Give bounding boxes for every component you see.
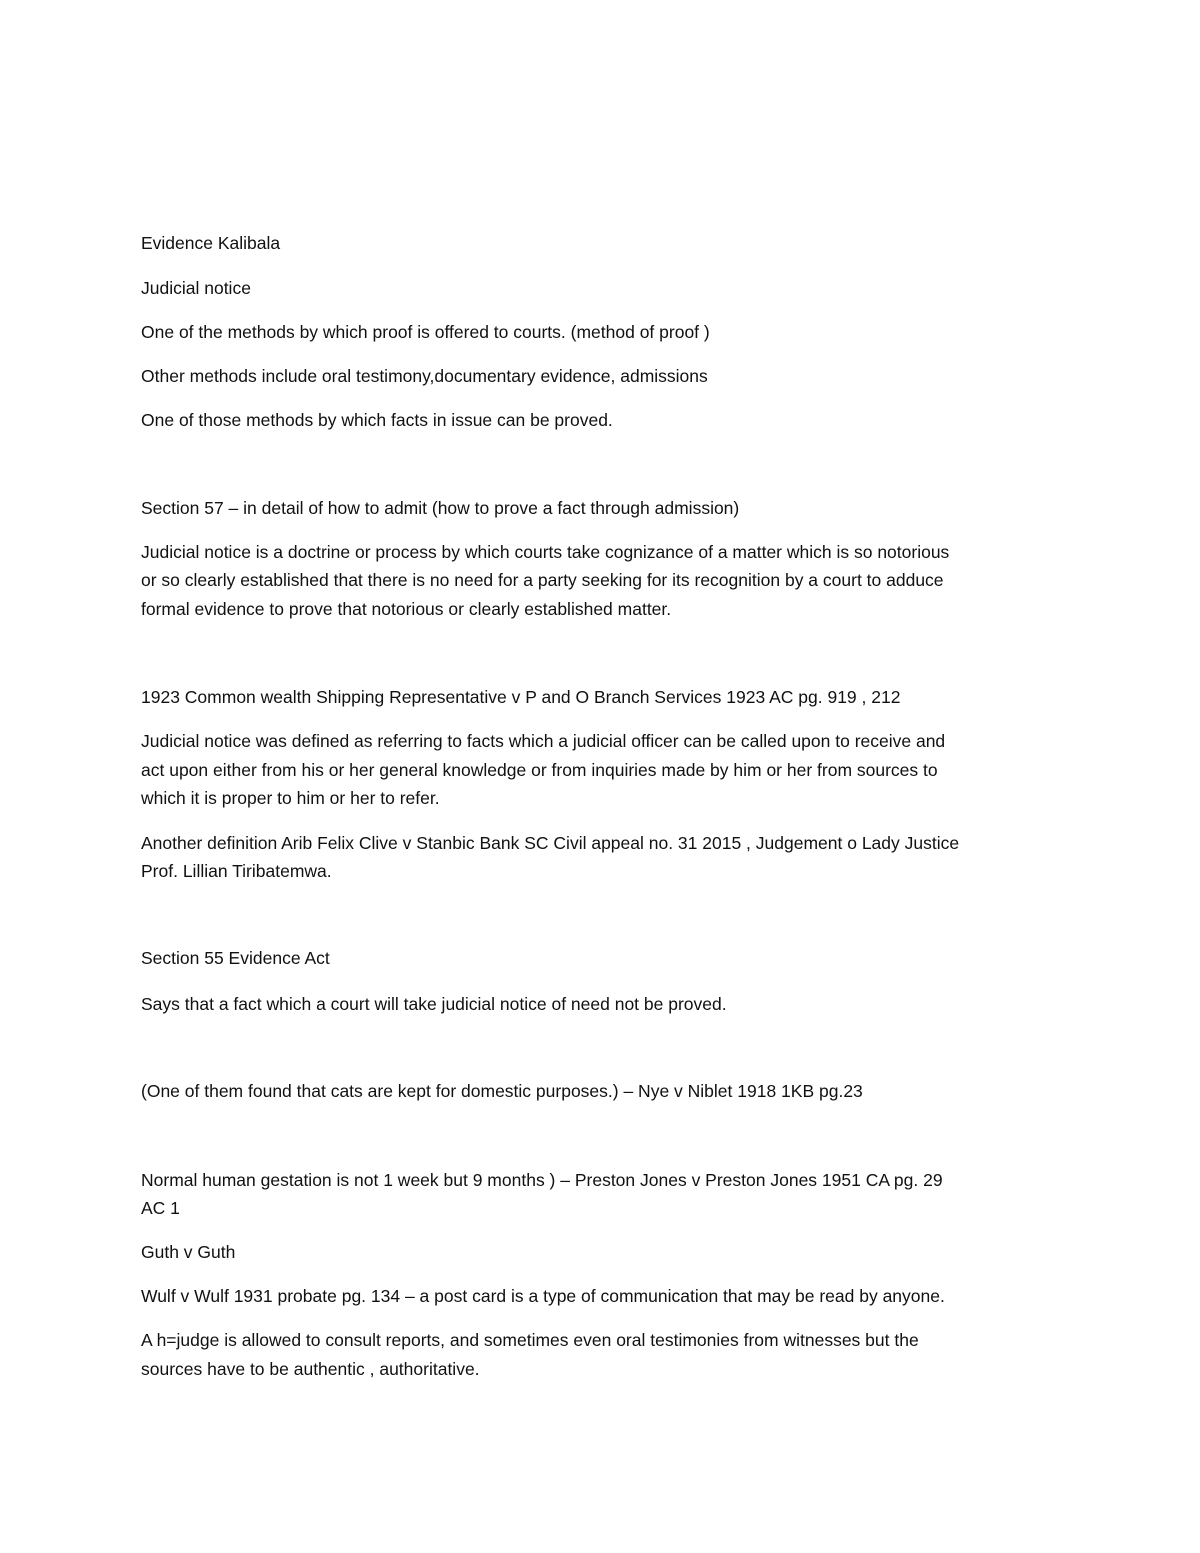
text-line: Says that a fact which a court will take judicial notice of need not be proved. xyxy=(141,994,727,1014)
text-line: Prof. Lillian Tiribatemwa. xyxy=(141,861,332,881)
case-citation: 1923 Common wealth Shipping Representative v P and O Branch Services 1923 AC pg. 919 , 212 xyxy=(141,687,901,707)
text-line: A h=judge is allowed to consult reports, and sometimes even oral testimonies from witnesses but the xyxy=(141,1330,919,1350)
document-title: Evidence Kalibala xyxy=(141,233,281,253)
text-line: Another definition Arib Felix Clive v Stanbic Bank SC Civil appeal no. 31 2015 , Judgement o Lady Justice xyxy=(141,833,960,853)
text-line: act upon either from his or her general knowledge or from inquiries made by him or her from sources to xyxy=(141,760,938,780)
text-line: One of the methods by which proof is offered to courts. (method of proof ) xyxy=(141,322,710,342)
case-citation: Guth v Guth xyxy=(141,1242,236,1262)
text-line: Judicial notice was defined as referring to facts which a judicial officer can be called upon to receive and xyxy=(141,731,946,751)
text-line: One of those methods by which facts in issue can be proved. xyxy=(141,410,613,430)
section-heading: Section 55 Evidence Act xyxy=(141,948,330,968)
topic-heading: Judicial notice xyxy=(141,278,251,298)
case-citation: (One of them found that cats are kept for domestic purposes.) – Nye v Niblet 1918 1KB pg.23 xyxy=(141,1081,863,1101)
case-citation: Wulf v Wulf 1931 probate pg. 134 – a post card is a type of communication that may be read by anyone. xyxy=(141,1286,945,1306)
text-line: Judicial notice is a doctrine or process by which courts take cognizance of a matter which is so notorious xyxy=(141,542,950,562)
section-heading: Section 57 – in detail of how to admit (how to prove a fact through admission) xyxy=(141,498,740,518)
text-line: or so clearly established that there is no need for a party seeking for its recognition by a court to adduce xyxy=(141,570,944,590)
text-line: formal evidence to prove that notorious or clearly established matter. xyxy=(141,599,672,619)
text-line: sources have to be authentic , authoritative. xyxy=(141,1359,480,1379)
text-line: Other methods include oral testimony,documentary evidence, admissions xyxy=(141,366,708,386)
text-line: AC 1 xyxy=(141,1198,180,1218)
case-citation: Normal human gestation is not 1 week but 9 months ) – Preston Jones v Preston Jones 1951 CA pg. 29 xyxy=(141,1170,943,1190)
text-line: which it is proper to him or her to refer. xyxy=(141,788,440,808)
